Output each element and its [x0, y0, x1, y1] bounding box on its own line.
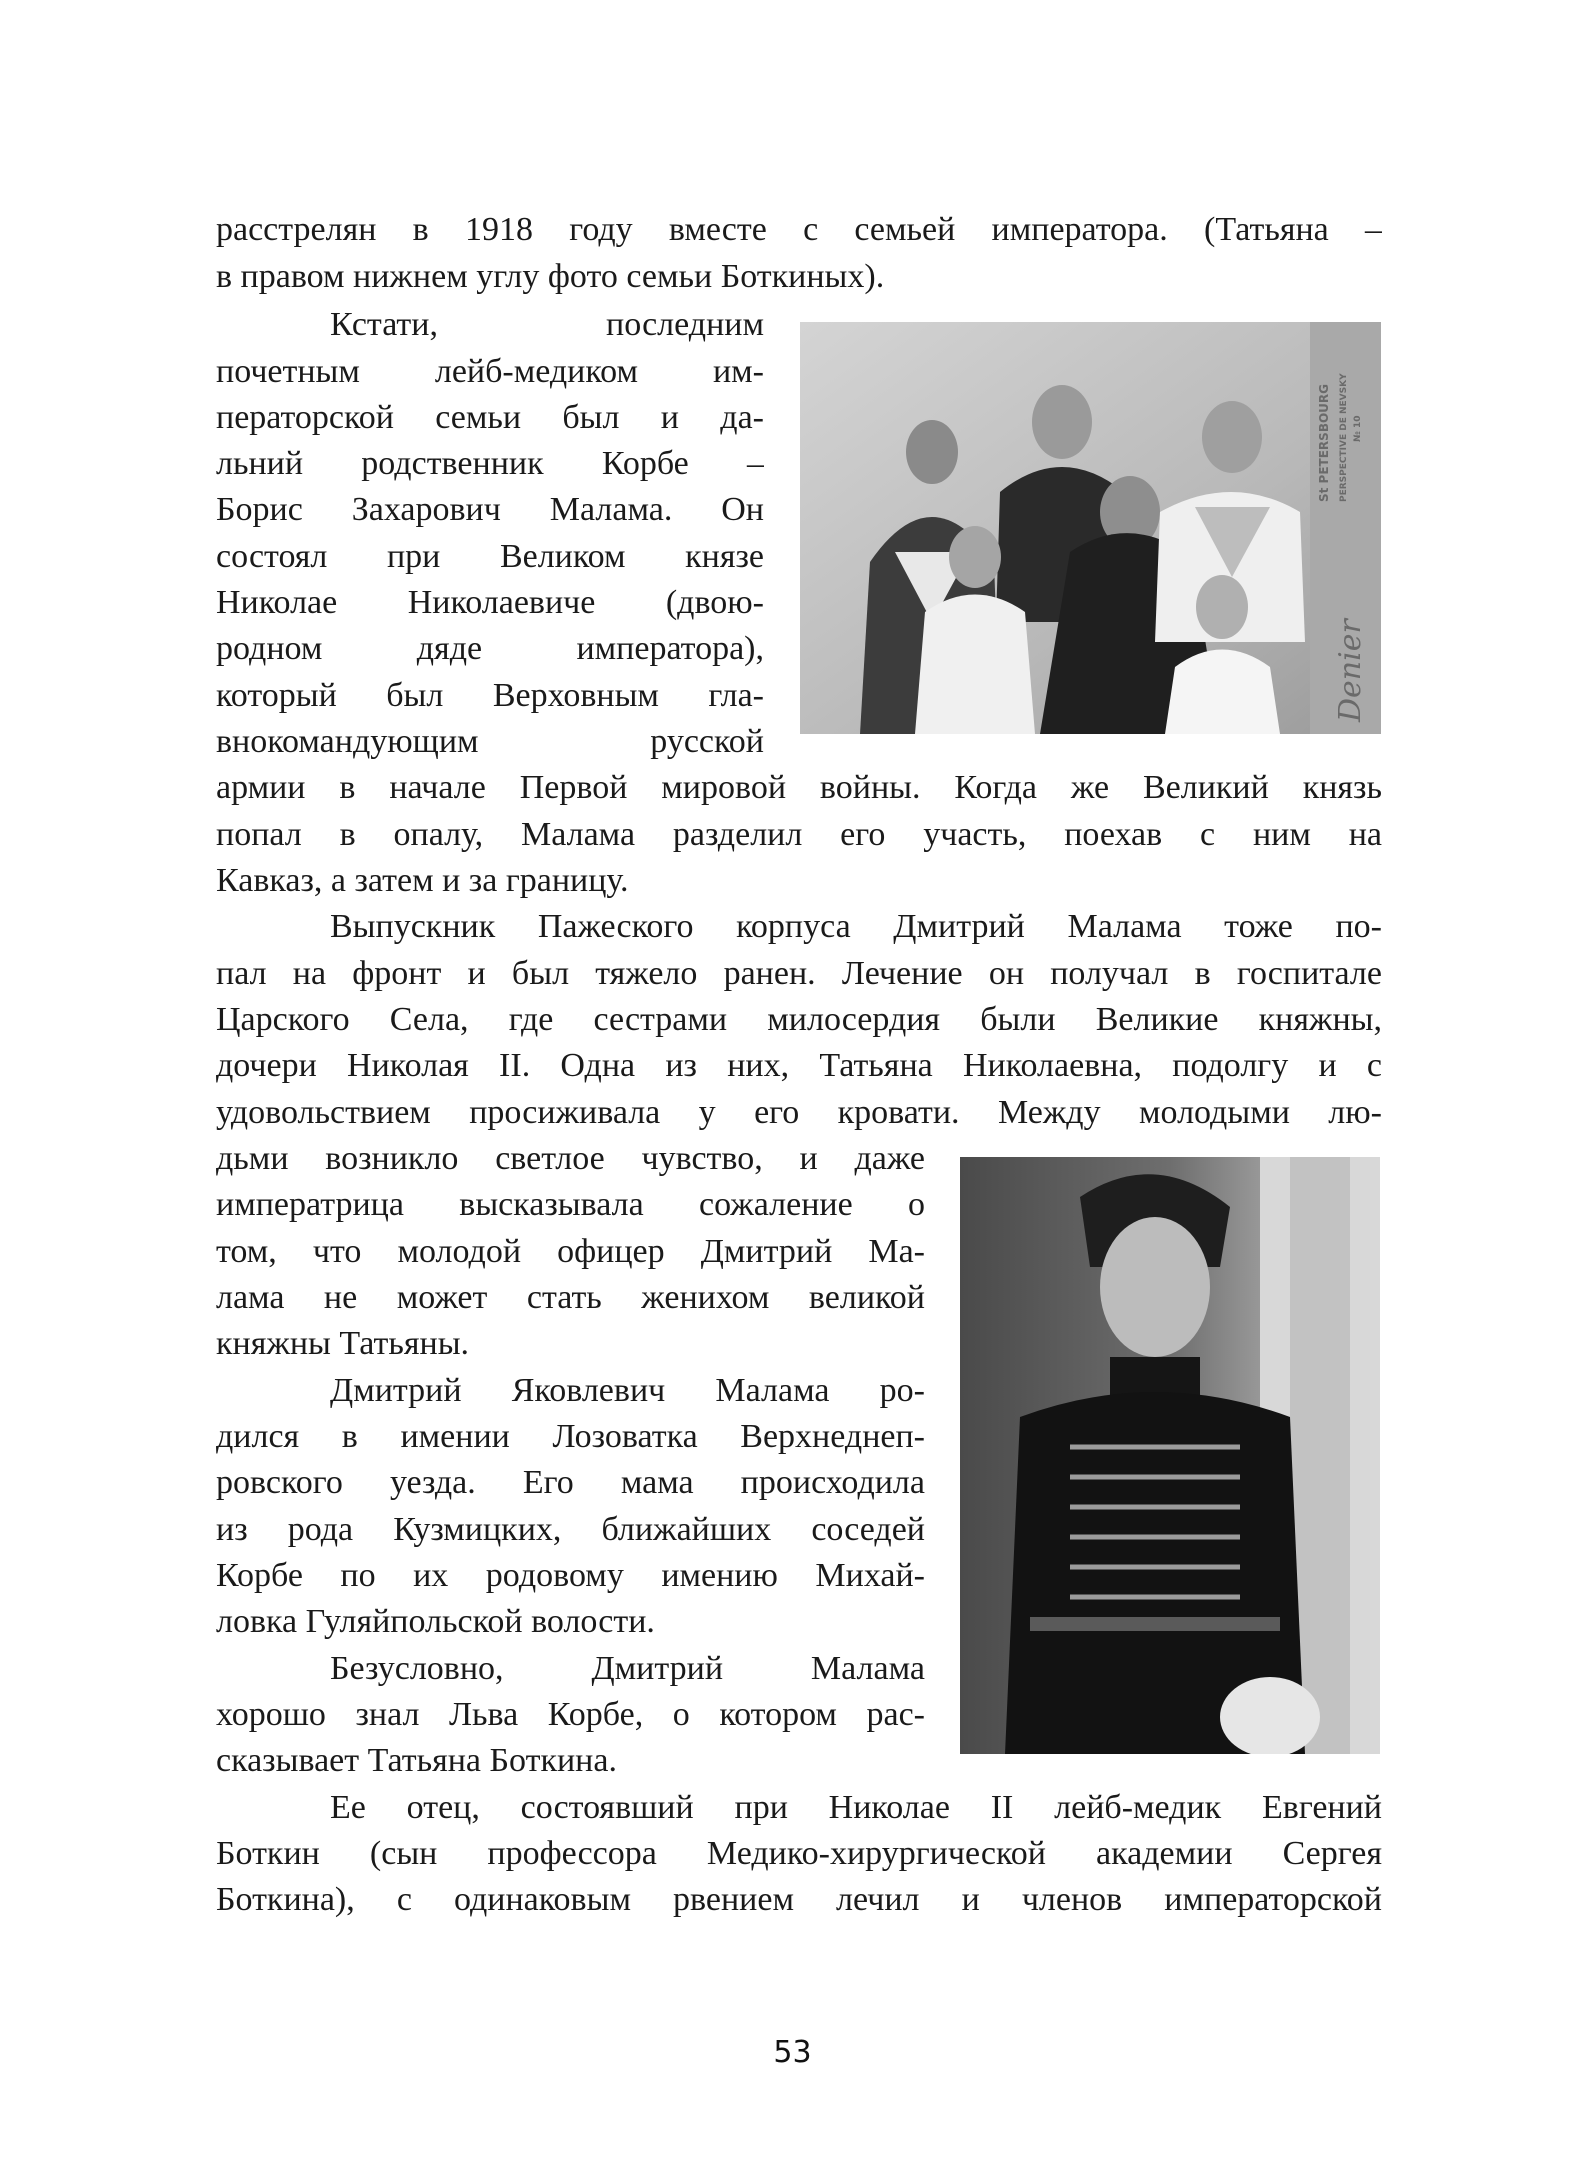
studio-signature: Denier: [1333, 619, 1368, 722]
text-line: дочери Николая II. Одна из них, Татьяна Николаевна, подолгу и с: [216, 1047, 1382, 1084]
text-line: родном дяде императора),: [216, 630, 764, 667]
botkin-family-photo: [800, 322, 1381, 734]
family-photo-image: [800, 322, 1381, 734]
text-line: состоял при Великом князе: [216, 538, 764, 575]
text-line: Боткин (сын профессора Медико-хирургической академии Сергея: [216, 1835, 1382, 1872]
text-line: Боткина), с одинаковым рвением лечил и членов императорской: [216, 1881, 1382, 1918]
studio-imprint-number: № 10: [1353, 415, 1363, 442]
studio-imprint-city: St PETERSBOURG: [1317, 384, 1331, 502]
text-line: императрица высказывала сожаление о: [216, 1186, 925, 1223]
text-line: Николае Николаевиче (двою-: [216, 584, 764, 621]
page-number: 53: [773, 2035, 812, 2070]
text-line: попал в опалу, Малама разделил его участь, поехав с ним на: [216, 816, 1382, 853]
text-line: расстрелян в 1918 году вместе с семьей императора. (Татьяна –: [216, 211, 1382, 248]
text-line: в правом нижнем углу фото семьи Боткиных).: [216, 258, 885, 295]
text-line: удовольствием просиживала у его кровати. Между молодыми лю-: [216, 1094, 1382, 1131]
text-line: Выпускник Пажеского корпуса Дмитрий Малама тоже по-: [330, 908, 1382, 945]
portrait-photo-image: [960, 1157, 1380, 1754]
text-line: том, что молодой офицер Дмитрий Ма-: [216, 1233, 925, 1270]
text-line: пал на фронт и был тяжело ранен. Лечение он получал в госпитале: [216, 955, 1382, 992]
text-line: хорошо знал Льва Корбе, о котором рас-: [216, 1696, 925, 1733]
text-line: армии в начале Первой мировой войны. Когда же Великий князь: [216, 769, 1382, 806]
text-line: Кавказ, а затем и за границу.: [216, 862, 629, 899]
text-line: дьми возникло светлое чувство, и даже: [216, 1140, 925, 1177]
text-line: Безусловно, Дмитрий Малама: [330, 1650, 925, 1687]
text-line: сказывает Татьяна Боткина.: [216, 1742, 617, 1779]
text-line: льний родственник Корбе –: [216, 445, 764, 482]
text-line: Царского Села, где сестрами милосердия были Великие княжны,: [216, 1001, 1382, 1038]
text-line: ровского уезда. Его мама происходила: [216, 1464, 925, 1501]
text-line: внокомандующим русской: [216, 723, 764, 760]
text-line: дился в имении Лозоватка Верхнеднеп-: [216, 1418, 925, 1455]
text-line: Корбе по их родовому имению Михай-: [216, 1557, 925, 1594]
text-line: который был Верховным гла-: [216, 677, 764, 714]
text-line: ловка Гуляйпольской волости.: [216, 1603, 655, 1640]
text-line: Борис Захарович Малама. Он: [216, 491, 764, 528]
text-line: Кстати, последним: [330, 306, 764, 343]
text-line: Дмитрий Яковлевич Малама ро-: [330, 1372, 925, 1409]
text-line: Ее отец, состоявший при Николае II лейб-медик Евгений: [330, 1789, 1382, 1826]
text-line: княжны Татьяны.: [216, 1325, 470, 1362]
text-line: лама не может стать женихом великой: [216, 1279, 925, 1316]
text-line: почетным лейб-медиком им-: [216, 353, 764, 390]
text-line: из рода Кузмицких, ближайших соседей: [216, 1511, 925, 1548]
dmitry-malama-portrait: [960, 1157, 1380, 1754]
studio-imprint-address: PERSPECTIVE DE NEVSKY: [1339, 373, 1349, 502]
text-line: ператорской семьи был и да-: [216, 399, 764, 436]
